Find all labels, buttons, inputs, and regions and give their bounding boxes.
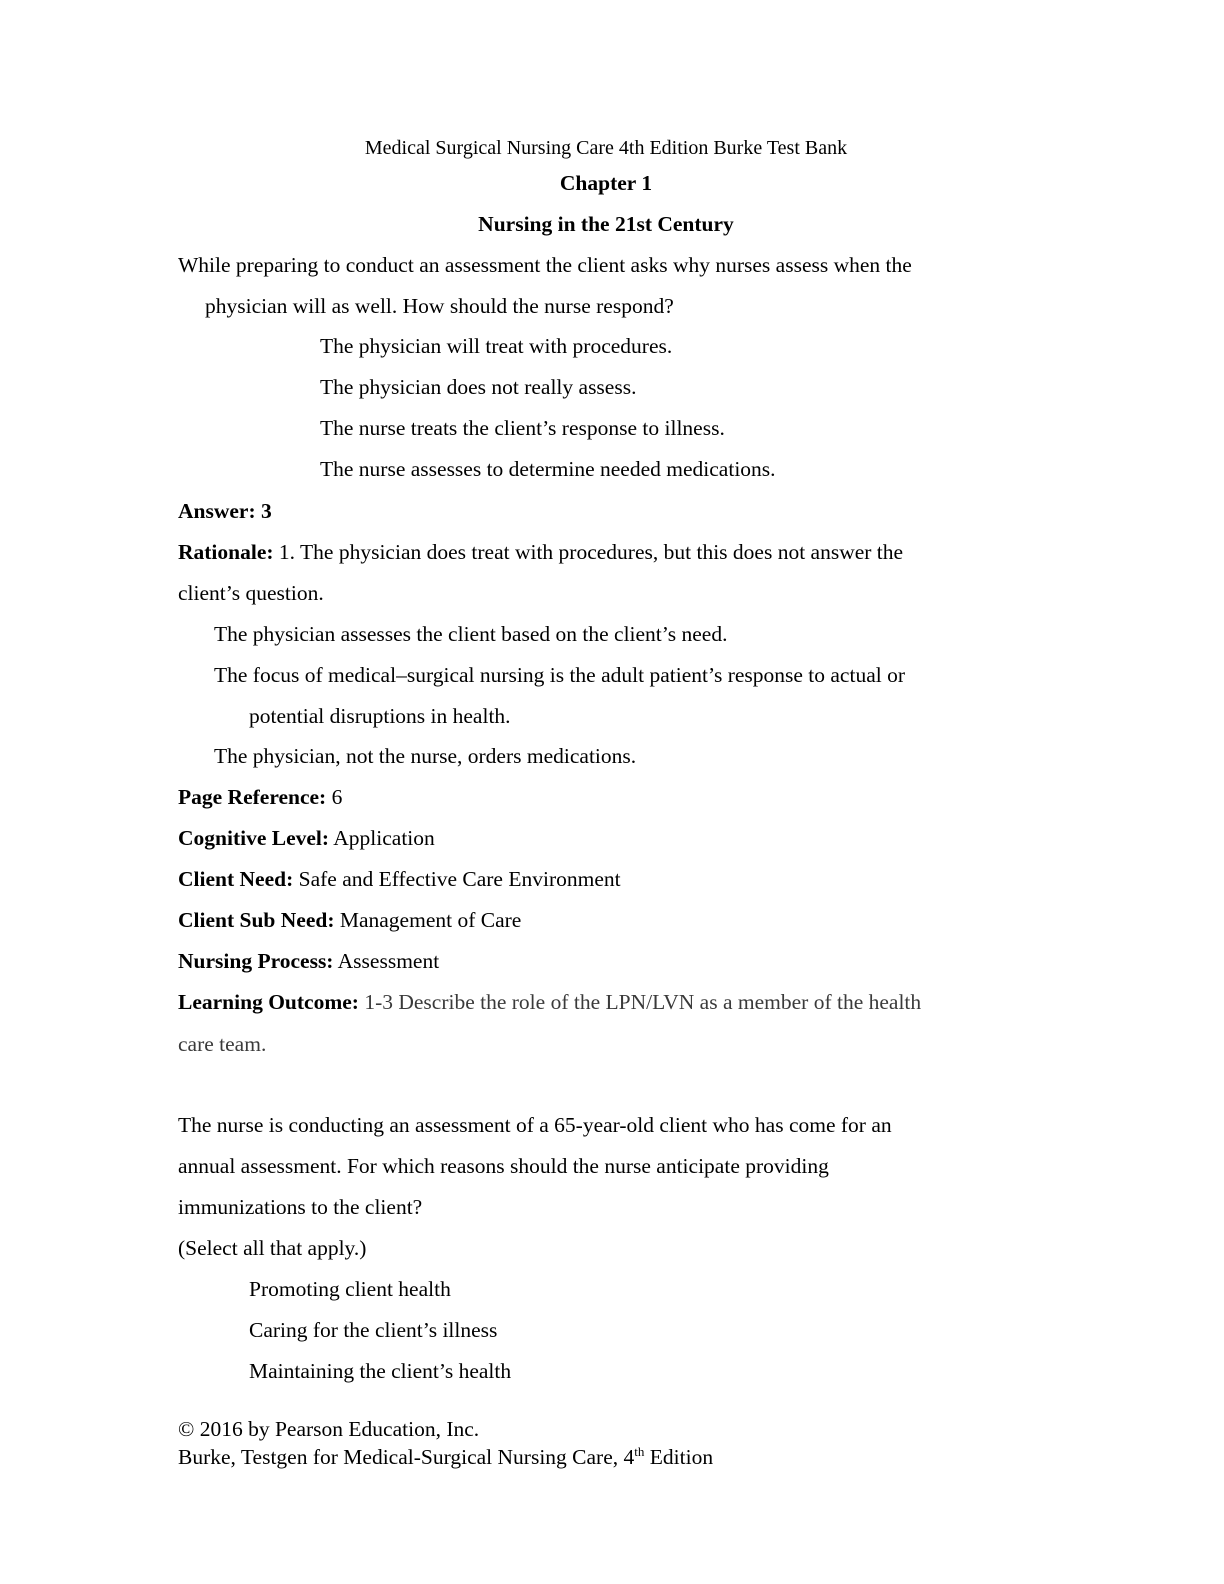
footer-book-suffix: Edition xyxy=(644,1445,714,1469)
cognitive-level xyxy=(178,824,435,852)
page-reference xyxy=(178,783,342,811)
footer-book-title xyxy=(178,1443,713,1471)
question1-option-1: The physician will treat with procedures. xyxy=(320,334,673,358)
question2-option-3: Maintaining the client’s health xyxy=(249,1359,512,1383)
rationale-label: Rationale: xyxy=(178,540,274,564)
nursing-process xyxy=(178,947,439,975)
chapter-heading: Chapter 1 xyxy=(559,171,653,195)
learning-outcome-label: Learning Outcome: xyxy=(178,990,359,1014)
question2-option-1: Promoting client health xyxy=(249,1277,451,1301)
question1-rationale-line1 xyxy=(178,538,903,566)
client-sub-need-value: Management of Care xyxy=(334,908,522,932)
nursing-process-value: Assessment xyxy=(333,949,440,973)
cognitive-level-value: Application xyxy=(329,826,435,850)
question1-stem-line2: physician will as well. How should the nurse respond? xyxy=(205,294,674,318)
nursing-process-label: Nursing Process: xyxy=(178,949,334,973)
client-need-value: Safe and Effective Care Environment xyxy=(293,867,621,891)
footer-book-sup: th xyxy=(634,1443,645,1459)
question1-answer: Answer: 3 xyxy=(178,499,272,523)
question2-instruction: (Select all that apply.) xyxy=(178,1236,367,1260)
question1-option-3: The nurse treats the client’s response to illness. xyxy=(320,416,725,440)
chapter-title: Nursing in the 21st Century xyxy=(478,212,734,236)
question2-option-2: Caring for the client’s illness xyxy=(249,1318,498,1342)
question1-rationale-item-4: The physician, not the nurse, orders medications. xyxy=(214,744,637,768)
question1-rationale-item-2: The physician assesses the client based on the client’s need. xyxy=(214,622,728,646)
client-need xyxy=(178,865,621,893)
client-sub-need-label: Client Sub Need: xyxy=(178,908,335,932)
cognitive-level-label: Cognitive Level: xyxy=(178,826,330,850)
rationale-text: 1. The physician does treat with procedures, but this does not answer the xyxy=(273,540,904,564)
footer-book-prefix: Burke, Testgen for Medical-Surgical Nursing Care, 4 xyxy=(178,1445,635,1469)
question1-rationale-line2: client’s question. xyxy=(178,581,324,605)
question1-option-2: The physician does not really assess. xyxy=(320,375,637,399)
learning-outcome xyxy=(178,988,921,1016)
learning-outcome-cont: care team. xyxy=(178,1032,267,1056)
footer-copyright: © 2016 by Pearson Education, Inc. xyxy=(178,1417,480,1441)
question2-stem-line1: The nurse is conducting an assessment of a 65-year-old client who has come for an xyxy=(178,1113,892,1137)
question1-rationale-item-3: The focus of medical–surgical nursing is the adult patient’s response to actual or xyxy=(214,663,906,687)
learning-outcome-value: 1-3 Describe the role of the LPN/LVN as a member of the health xyxy=(358,990,922,1014)
question1-option-4: The nurse assesses to determine needed medications. xyxy=(320,457,776,481)
page-reference-label: Page Reference: xyxy=(178,785,327,809)
question1-stem-line1: While preparing to conduct an assessment the client asks why nurses assess when the xyxy=(178,253,912,277)
question2-stem-line2: annual assessment. For which reasons should the nurse anticipate providing xyxy=(178,1154,829,1178)
document-title: Medical Surgical Nursing Care 4th Edition Burke Test Bank xyxy=(364,137,848,159)
question1-rationale-item-3-cont: potential disruptions in health. xyxy=(249,704,511,728)
client-need-label: Client Need: xyxy=(178,867,294,891)
client-sub-need xyxy=(178,906,521,934)
question2-stem-line3: immunizations to the client? xyxy=(178,1195,423,1219)
page-reference-value: 6 xyxy=(326,785,343,809)
